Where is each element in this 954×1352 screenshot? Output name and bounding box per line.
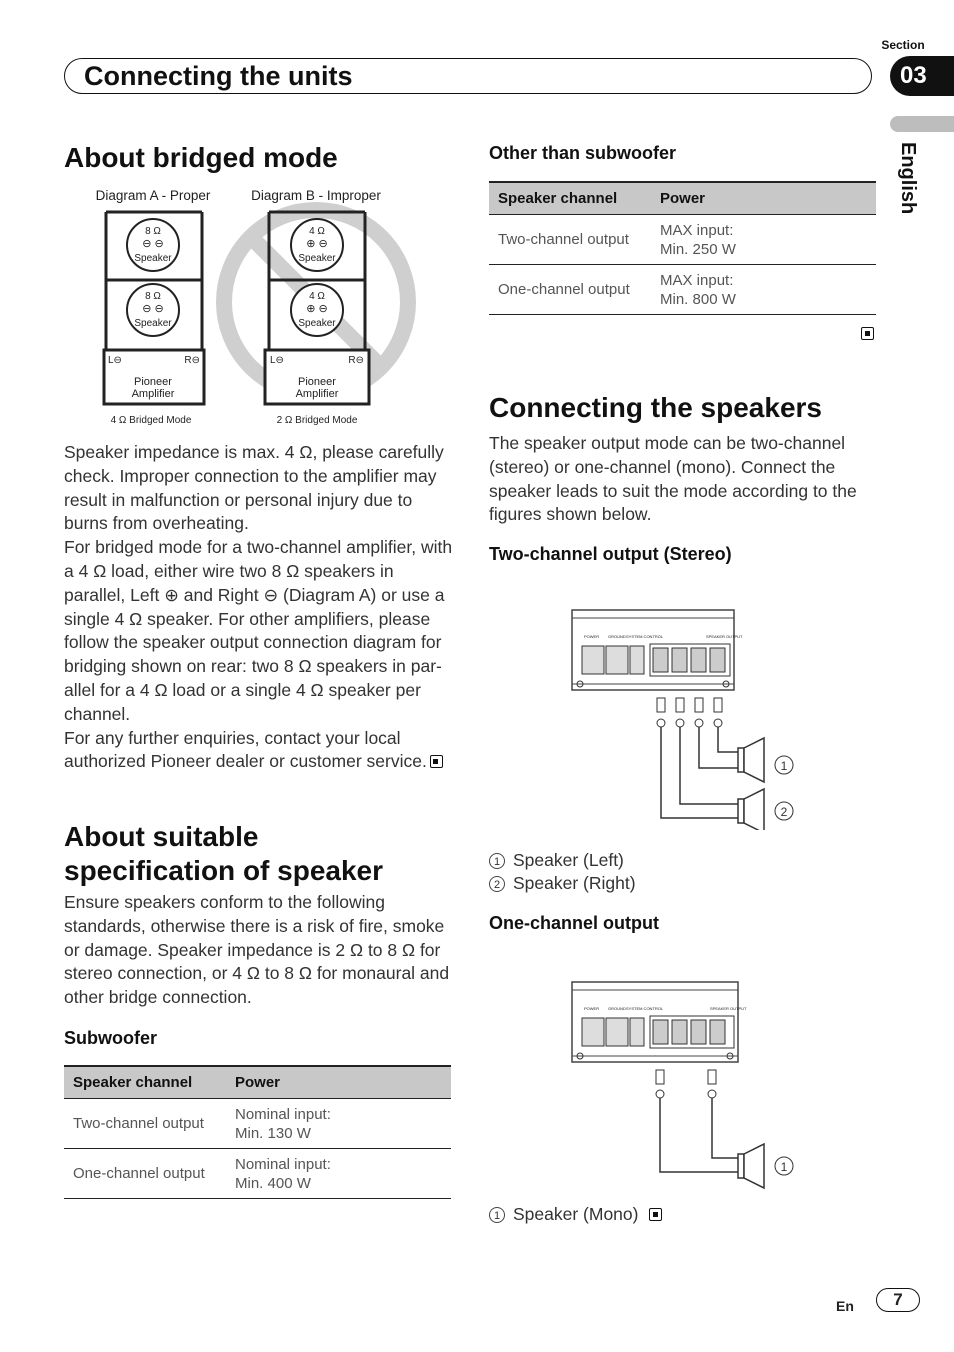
diagram-b-top-terminals: ⊕ ⊖ bbox=[306, 238, 328, 250]
table-header-channel: Speaker channel bbox=[64, 1066, 226, 1099]
power-line1: MAX input: bbox=[660, 271, 734, 289]
diagram-a-top-terminals: ⊖ ⊖ bbox=[142, 238, 164, 250]
suitable-heading-line1: About suitable bbox=[64, 821, 259, 852]
table-cell-power bbox=[651, 265, 876, 315]
other-table-wrap bbox=[489, 181, 876, 315]
callout-1-icon bbox=[775, 756, 793, 774]
speaker-right-icon bbox=[738, 789, 764, 830]
table-cell-channel: Two-channel output bbox=[64, 1099, 226, 1149]
table-row bbox=[489, 215, 876, 265]
panel-label-system-control: SYSTEM CONTROL bbox=[626, 634, 664, 639]
power-line2: Min. 800 W bbox=[660, 290, 736, 308]
diagram-b-top-speaker: Speaker bbox=[298, 253, 336, 264]
diagram-b-caption: 2 Ω Bridged Mode bbox=[276, 415, 358, 426]
bridged-mode-heading: About bridged mode bbox=[64, 142, 338, 173]
table-row bbox=[64, 1149, 451, 1199]
callout-1-icon bbox=[775, 1157, 793, 1175]
suitable-spec-text: Ensure speakers conform to the following standards, otherwise there is a risk of fire, smoke or damage. Speaker impedance is 2 Ω to 8 Ω for stereo connection, or 4 Ω to 8 Ω for monaural and other bridge connection. bbox=[64, 892, 450, 1008]
table-cell-power bbox=[651, 215, 876, 265]
power-line1: Nominal input: bbox=[235, 1105, 331, 1123]
diagram-a-bottom-speaker: Speaker bbox=[134, 318, 172, 329]
panel-label-system-control: SYSTEM CONTROL bbox=[626, 1006, 664, 1011]
connecting-speakers-text: The speaker output mode can be two-channel (stereo) or one-channel (mono). Connect the speaker leads to suit the mode according to the figures shown below. bbox=[489, 433, 857, 525]
subwoofer-table bbox=[64, 1065, 451, 1199]
panel-label-power: POWER bbox=[584, 1006, 600, 1011]
connecting-speakers-heading: Connecting the speakers bbox=[489, 392, 822, 423]
power-line1: Nominal input: bbox=[235, 1155, 331, 1173]
section-label: Section bbox=[881, 38, 925, 52]
table-header-channel: Speaker channel bbox=[489, 182, 651, 215]
legend-text: Speaker (Left) bbox=[513, 850, 624, 870]
table-cell-channel: Two-channel output bbox=[489, 215, 651, 265]
diagram-a-top-speaker: Speaker bbox=[134, 253, 172, 264]
diagram-a-amp-line2: Amplifier bbox=[131, 388, 175, 400]
callout-2-label: 2 bbox=[780, 805, 788, 819]
callout-number: 1 bbox=[489, 853, 505, 869]
power-line2: Min. 400 W bbox=[235, 1174, 311, 1192]
diagram-a-top-ohm: 8 Ω bbox=[145, 226, 161, 237]
table-cell-power bbox=[226, 1149, 451, 1199]
panel-label-speaker-output: SPEAKER OUTPUT bbox=[710, 1006, 747, 1011]
diagram-b-terminal-right: R⊖ bbox=[348, 355, 364, 366]
bridged-paragraph-3-text: For any further enquiries, contact your local authorized Pioneer dealer or customer service. bbox=[64, 727, 427, 772]
bridged-paragraph-2: For bridged mode for a two-channel amplifier, with a 4 Ω load, either wire two 8 Ω speakers in parallel, Left ⊕ and Right ⊖ (Diagram A) or use a single 4 Ω speaker. For other amplifiers, please follow the speaker output connection diagram for bridging shown on rear: two 8 Ω speakers in par-allel for a 4 Ω load or a single 4 Ω speaker per channel. bbox=[64, 537, 453, 724]
diagram-a-caption: 4 Ω Bridged Mode bbox=[110, 415, 192, 426]
speaker-left-icon bbox=[738, 738, 764, 782]
diagram-b-amp-line1: Pioneer bbox=[298, 376, 336, 388]
diagram-b-bottom-ohm: 4 Ω bbox=[309, 291, 325, 302]
diagram-a-bottom-terminals: ⊖ ⊖ bbox=[142, 303, 164, 315]
stereo-wiring-diagram bbox=[560, 600, 810, 830]
page-number: 7 bbox=[876, 1288, 920, 1312]
table-cell-channel: One-channel output bbox=[489, 265, 651, 315]
callout-2-icon bbox=[775, 802, 793, 820]
page-title: Connecting the units bbox=[84, 61, 353, 91]
diagram-b-bottom-terminals: ⊕ ⊖ bbox=[306, 303, 328, 315]
end-mark-icon bbox=[861, 327, 874, 340]
bridged-mode-text bbox=[64, 441, 454, 774]
stereo-output-heading: Two-channel output (Stereo) bbox=[489, 544, 732, 564]
diagram-b-top-ohm: 4 Ω bbox=[309, 226, 325, 237]
panel-label-speaker-output: SPEAKER OUTPUT bbox=[706, 634, 743, 639]
table-row bbox=[489, 265, 876, 315]
callout-number: 2 bbox=[489, 876, 505, 892]
stereo-legend bbox=[489, 849, 636, 895]
diagram-a-bottom-ohm: 8 Ω bbox=[145, 291, 161, 302]
legend-item bbox=[489, 1203, 662, 1226]
mono-output-heading: One-channel output bbox=[489, 913, 659, 933]
diagram-b-bottom-speaker: Speaker bbox=[298, 318, 336, 329]
diagram-a-terminal-right: R⊖ bbox=[184, 355, 200, 366]
language-label: English bbox=[897, 142, 919, 215]
suitable-spec-heading bbox=[64, 820, 464, 888]
suitable-heading-line2: specification of speaker bbox=[64, 855, 384, 886]
callout-number: 1 bbox=[489, 1207, 505, 1223]
other-than-subwoofer-heading: Other than subwoofer bbox=[489, 143, 677, 163]
end-mark-icon bbox=[649, 1208, 662, 1221]
diagram-b-title: Diagram B - Improper bbox=[251, 188, 381, 203]
panel-label-ground: GROUND bbox=[608, 634, 626, 639]
table-row bbox=[64, 1099, 451, 1149]
table-header-row bbox=[64, 1066, 451, 1099]
panel-label-power: POWER bbox=[584, 634, 600, 639]
table-header-power: Power bbox=[226, 1066, 451, 1099]
power-line1: MAX input: bbox=[660, 221, 734, 239]
subwoofer-heading: Subwoofer bbox=[64, 1028, 157, 1048]
bridged-mode-diagram bbox=[90, 182, 430, 432]
power-line2: Min. 130 W bbox=[235, 1124, 311, 1142]
end-mark-icon bbox=[430, 755, 443, 768]
legend-text: Speaker (Mono) bbox=[513, 1204, 639, 1224]
mono-callout-1-label: 1 bbox=[780, 1160, 788, 1174]
other-than-subwoofer-table bbox=[489, 181, 876, 315]
diagram-a-terminal-left: L⊖ bbox=[108, 355, 122, 366]
diagram-a-title: Diagram A - Proper bbox=[95, 188, 211, 203]
power-line2: Min. 250 W bbox=[660, 240, 736, 258]
legend-item bbox=[489, 872, 636, 895]
amplifier-panel-icon bbox=[572, 982, 738, 1062]
legend-item bbox=[489, 849, 636, 872]
section-number-badge: 03 bbox=[890, 56, 954, 96]
table-header-row bbox=[489, 182, 876, 215]
language-tab bbox=[890, 116, 954, 132]
legend-text: Speaker (Right) bbox=[513, 873, 636, 893]
bridged-paragraph-3 bbox=[64, 727, 454, 775]
mono-legend bbox=[489, 1203, 662, 1226]
mono-wiring-diagram bbox=[560, 972, 810, 1192]
amplifier-panel-icon bbox=[572, 610, 734, 690]
speaker-mono-icon bbox=[738, 1144, 764, 1188]
panel-label-ground: GROUND bbox=[608, 1006, 626, 1011]
table-header-power: Power bbox=[651, 182, 876, 215]
diagram-b-amp-line2: Amplifier bbox=[295, 388, 339, 400]
bridged-paragraph-1: Speaker impedance is max. 4 Ω, please carefully check. Improper connection to the amplifier may result in malfunction or personal injury due to burns from overheating. bbox=[64, 442, 444, 534]
footer-lang-code: En bbox=[836, 1298, 854, 1314]
diagram-a-amp-line1: Pioneer bbox=[134, 376, 172, 388]
callout-1-label: 1 bbox=[780, 759, 788, 773]
subwoofer-table-wrap bbox=[64, 1065, 451, 1199]
table-cell-power bbox=[226, 1099, 451, 1149]
table-cell-channel: One-channel output bbox=[64, 1149, 226, 1199]
diagram-b-terminal-left: L⊖ bbox=[270, 355, 284, 366]
